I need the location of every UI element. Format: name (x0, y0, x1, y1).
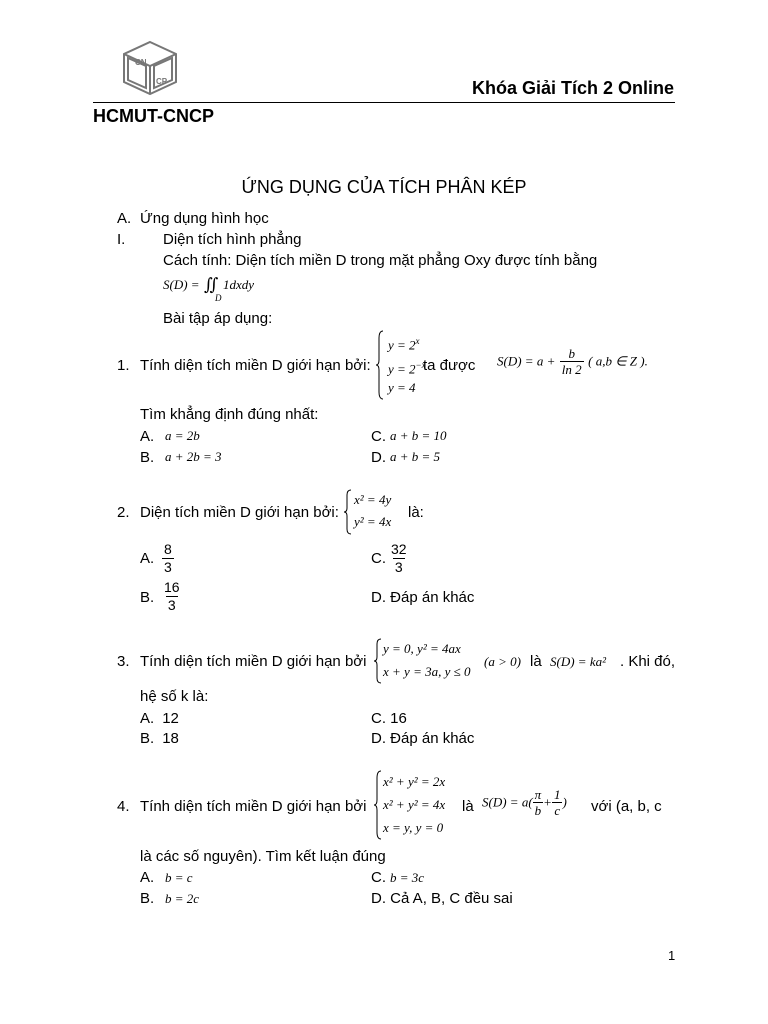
q1-opt-d: a + b = 5 (390, 449, 441, 464)
course-title: Khóa Giải Tích 2 Online (471, 78, 674, 98)
q3-line2: hệ số k là: (140, 688, 209, 705)
section-a-marker: A. (117, 210, 132, 227)
brace-icon (374, 638, 382, 684)
q3-opt-b: B. 18 (140, 730, 179, 747)
q3-system: y = 0, y² = 4ax x + y = 3a, y ≤ 0 (374, 638, 484, 684)
q2-number: 2. (117, 504, 130, 521)
q1-opt-d-label: D. (371, 449, 386, 466)
header-divider (93, 102, 675, 103)
q1-opt-a: a = 2b (165, 428, 200, 443)
q1-number: 1. (117, 357, 130, 374)
method-text: Cách tính: Diện tích miền D trong mặt phẳng Oxy được tính bằng (163, 252, 598, 269)
q4-system: x² + y² = 2x x² + y² = 4x x = y, y = 0 (374, 770, 464, 840)
q4-opt-a-label: A. (140, 869, 155, 886)
q3-result: S(D) = ka² (550, 654, 606, 669)
q2-opt-b: $\frac{16}{3}$ (164, 579, 180, 613)
q3-opt-c: C. 16 (371, 710, 407, 727)
q3-text: Tính diện tích miền D giới hạn bởi (140, 653, 367, 670)
q4-line2: là các số nguyên). Tìm kết luận đúng (140, 848, 386, 865)
q2-system: x² = 4y y² = 4x (344, 489, 404, 535)
section-i-marker: I. (117, 231, 126, 248)
q1-opt-c-label: C. (371, 428, 386, 445)
q4-text: Tính diện tích miền D giới hạn bởi (140, 798, 367, 815)
section-i-text: Diện tích hình phẳng (163, 231, 302, 248)
q3-opt-a: A. 12 (140, 710, 179, 727)
page-title: ỨNG DỤNG CỦA TÍCH PHÂN KÉP (241, 177, 527, 197)
q4-opt-c: b = 3c (390, 870, 425, 885)
logo (118, 38, 182, 98)
q2-tail: là: (408, 504, 424, 521)
q2-opt-a-label: A. (140, 550, 155, 567)
formula-lhs: S(D) = (163, 277, 200, 292)
q1-opt-b: a + 2b = 3 (165, 449, 222, 464)
q4-result: S(D) = a( $\frac{\pi}{b}$ + $\frac{1}{c}$ ) (482, 787, 567, 818)
q3-tail: . Khi đó, (620, 653, 676, 670)
q3-cond: (a > 0) (484, 654, 521, 669)
q4-mid: là (462, 798, 474, 815)
q1-prompt: Tìm khẳng định đúng nhất: (140, 406, 319, 423)
q3-mid: là (530, 653, 542, 670)
svg-text:CN: CN (135, 58, 147, 67)
svg-text:CP: CP (156, 77, 168, 86)
q1-mid: ta được (423, 357, 476, 374)
q1-system: $y = 2^x$ $y = 2^{-x}$ y = 4 (376, 330, 416, 400)
q4-opt-b-label: B. (140, 890, 155, 907)
q2-opt-a: $\frac{8}{3}$ (164, 541, 172, 575)
q4-opt-d: D. Cả A, B, C đều sai (371, 890, 513, 907)
q4-opt-b: b = 2c (165, 891, 200, 906)
cncp-cube-logo-icon (118, 38, 182, 98)
area-formula (163, 274, 254, 304)
formula-sub: D (215, 293, 222, 303)
q2-text: Diện tích miền D giới hạn bởi: (140, 504, 339, 521)
page-number: 1 (668, 948, 676, 963)
formula-integrand: 1dxdy (222, 277, 255, 292)
q4-opt-c-label: C. (371, 869, 386, 886)
brace-icon (376, 330, 384, 400)
section-a-text: Ứng dụng hình học (140, 210, 269, 227)
q2-opt-b-label: B. (140, 589, 155, 606)
q1-opt-b-label: B. (140, 449, 155, 466)
brace-icon (344, 489, 352, 535)
q2-opt-c: $\frac{32}{3}$ (391, 541, 407, 575)
brace-icon (374, 770, 382, 840)
q4-tail: với (a, b, c (591, 798, 662, 815)
q4-opt-a: b = c (165, 870, 193, 885)
q1-text: Tính diện tích miền D giới hạn bởi: (140, 357, 371, 374)
q3-number: 3. (117, 653, 130, 670)
q1-result: S(D) = a + $\frac{b}{\ln 2}$ ( a,b ∈ Z ). (497, 346, 648, 377)
q2-opt-d: D. Đáp án khác (371, 589, 475, 606)
q3-opt-d: D. Đáp án khác (371, 730, 475, 747)
q2-opt-c-label: C. (371, 550, 386, 567)
q1-opt-c: a + b = 10 (390, 428, 447, 443)
double-integral-icon: ∬ (204, 275, 219, 295)
exercises-label: Bài tập áp dụng: (163, 310, 273, 327)
org-name: HCMUT-CNCP (93, 106, 214, 126)
q1-opt-a-label: A. (140, 428, 155, 445)
q4-number: 4. (117, 798, 130, 815)
